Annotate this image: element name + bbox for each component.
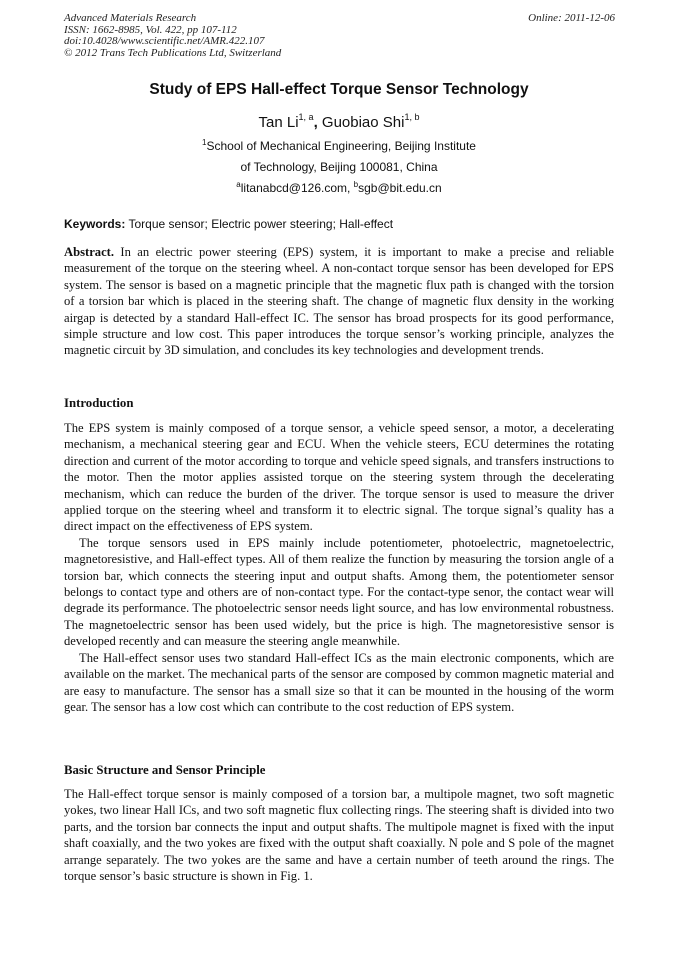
copyright-line: © 2012 Trans Tech Publications Ltd, Switzerland bbox=[64, 46, 282, 59]
abstract bbox=[64, 244, 614, 359]
email-separator: , bbox=[347, 181, 354, 195]
keywords-label: Keywords: bbox=[64, 217, 126, 231]
email-address[interactable]: litanabcd@126.com bbox=[240, 181, 347, 195]
abstract-text: In an electric power steering (EPS) system, it is important to make a precise and reliable measurement of the torque on the steering wheel. A non-contact torque sensor has been developed for EPS system. The sensor is based on a magnetic principle that the magnetic flux path is changed with the torsion of a torsion bar which is placed in the steering shaft. The change of magnetic flux density in the working airgap is detected by a standard Hall-effect IC. The sensor has broad prospects for its good performance, simple structure and low cost. This paper introduces the torque sensor’s working principle, analyzes the magnetic circuit by 3D simulation, and concludes its key technologies and development trends. bbox=[64, 245, 614, 358]
paragraph: The EPS system is mainly composed of a torque sensor, a vehicle speed sensor, a motor, a decelerating mechanism, a mechanical steering gear and ECU. When the vehicle steers, ECU determines the rotating direction and current of the motor according to torque and vehicle speed signals, and transfers instructions to the motor. Then the motor applies assisted torque on the steering system through the decelerating mechanism, which can reduce the burden of the driver. The torque sensor is used to measure the driver applied torque on the steering wheel and transform it to electric signal. The torque signal’s quality has a direct impact on the effectiveness of EPS system. bbox=[64, 421, 614, 534]
author-name: Guobiao Shi bbox=[321, 114, 405, 131]
affiliation-text: School of Mechanical Engineering, Beijing Institute bbox=[206, 139, 476, 153]
author-separator: , bbox=[313, 114, 322, 131]
email-line bbox=[0, 181, 678, 195]
author-list bbox=[0, 114, 678, 131]
paragraph: The Hall-effect torque sensor is mainly composed of a torsion bar, a multipole magnet, two soft magnetic yokes, two linear Hall ICs, and two soft magnetic flux collecting rings. The steering shaft is divided into two parts, and the torsion bar connects the input and output shafts. The multipole magnet is fixed with the input shaft coaxially, and the two yokes are fixed with the output shaft coaxially. N pole and S pole of the magnet arrange separately. The two yokes are the same and have a certain number of teeth around the rings. The torque sensor’s basic structure is shown in Fig. 1. bbox=[64, 787, 614, 884]
paragraph: The torque sensors used in EPS mainly include potentiometer, photoelectric, magnetoelectric, magnetoresistive, and Hall-effect types. All of them realize the function by measuring the torsion angle of a torsion bar, which connects the steering input and output shafts. Among them, the potentiometer sensor belongs to contact type and others are of non-contact type. For the contact-type senor, the contact wear will degrade its performance. The photoelectric sensor needs light source, and has low environmental robustness. The magnetoelectric sensor has been used widely, but the price is high. The magnetoresistive sensor is developed recently and can measure the steering angle meanwhile. bbox=[64, 535, 614, 649]
issn-line: ISSN: 1662-8985, Vol. 422, pp 107-112 bbox=[64, 23, 237, 36]
keywords bbox=[64, 217, 393, 231]
email-marker: a bbox=[236, 180, 241, 189]
journal-info bbox=[64, 13, 281, 59]
section-heading-basic-structure: Basic Structure and Sensor Principle bbox=[64, 763, 266, 777]
paper-title: Study of EPS Hall-effect Torque Sensor Technology bbox=[149, 81, 529, 98]
author-affil-marker: 1, b bbox=[404, 112, 420, 122]
affiliation-line-1 bbox=[0, 139, 678, 153]
author-affil-marker: 1, a bbox=[298, 112, 314, 122]
affiliation-marker: 1 bbox=[202, 138, 207, 147]
basic-structure-body bbox=[64, 786, 614, 884]
journal-name: Advanced Materials Research bbox=[64, 12, 197, 24]
email-marker: b bbox=[353, 180, 359, 189]
introduction-body bbox=[64, 420, 614, 715]
doi-line: doi:10.4028/www.scientific.net/AMR.422.107 bbox=[64, 35, 265, 47]
keywords-text: Torque sensor; Electric power steering; Hall-effect bbox=[125, 217, 394, 231]
affiliation-line-2: of Technology, Beijing 100081, China bbox=[240, 160, 438, 174]
section-heading-introduction: Introduction bbox=[64, 396, 134, 410]
abstract-label: Abstract. bbox=[64, 245, 115, 259]
author-name: Tan Li bbox=[258, 114, 299, 131]
online-date: Online: 2011-12-06 bbox=[528, 12, 615, 24]
paragraph: The Hall-effect sensor uses two standard Hall-effect ICs as the main electronic components, which are available on the market. The mechanical parts of the sensor are composed by common magnetic material and are easy to manufacture. The sensor has a small size so that it can be mounted in the housing of the worm gear. The sensor has a low cost which can contribute to the cost reduction of EPS system. bbox=[64, 650, 614, 714]
email-address[interactable]: sgb@bit.edu.cn bbox=[358, 181, 442, 195]
